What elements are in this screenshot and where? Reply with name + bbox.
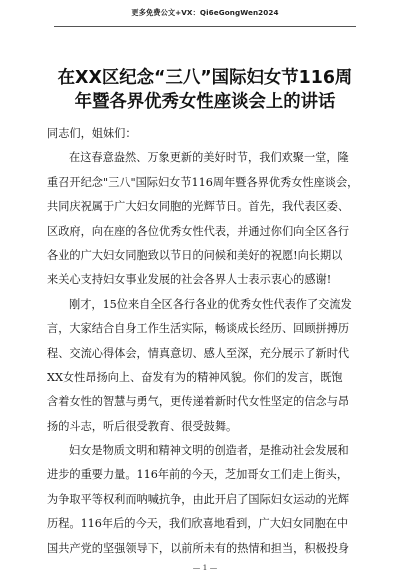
- header-divider: [54, 26, 356, 27]
- body-line: 程、交流心得体会，情真意切、感人至深，充分展示了新时代: [47, 346, 350, 360]
- body-line: 共同庆祝属于广大妇女同胞的光辉节日。首先，我代表区委、: [47, 200, 350, 214]
- body-line: 为争取平等权利而呐喊抗争，由此开启了国际妇女运动的光辉: [47, 492, 350, 506]
- body-line: 言，大家结合自身工作生活实际，畅谈成长经历、回顾拼搏历: [47, 322, 350, 336]
- title-line: 年暨各界优秀女性座谈会上的讲话: [74, 92, 336, 112]
- salutation: 同志们，姐妹们：: [47, 127, 137, 140]
- page-number: — 1 —: [192, 563, 218, 572]
- body-line: 含着女性的智慧与勇气，更传递着新时代女性坚定的信念与昂: [47, 395, 350, 409]
- body-line: 历程。116年后的今天，我们欣喜地看到，广大妇女同胞在中: [47, 517, 349, 531]
- body-line: 进步的重要力量。116年前的今天，芝加哥女工们走上街头，: [47, 468, 349, 482]
- body-line: 国共产党的坚强领导下，以前所未有的热情和担当，积极投身: [47, 541, 350, 555]
- header-note: 更多免费公文+VX：Qi6eGongWen2024: [131, 8, 279, 17]
- body-line: 重召开纪念"三八"国际妇女节116周年暨各界优秀女性座谈会，: [47, 175, 359, 189]
- body-line: 扬的斗志，听后很受教育、很受鼓舞。: [47, 419, 238, 433]
- body-line: 区政府，向在座的各位优秀女性代表，并通过你们向全区各行: [47, 224, 350, 238]
- body-line: 妇女是物质文明和精神文明的创造者，是推动社会发展和: [69, 444, 349, 458]
- document-body: [47, 122, 357, 561]
- body-line: 刚才，15位来自全区各行各业的优秀女性代表作了交流发: [69, 297, 352, 311]
- document-title: [30, 66, 380, 114]
- body-line: 在这春意盎然、万象更新的美好时节，我们欢聚一堂，隆: [69, 151, 349, 165]
- title-line: 在XX区纪念“三八”国际妇女节116周: [57, 68, 353, 88]
- body-line: XX女性昂扬向上、奋发有为的精神风貌。你们的发言，既饱: [47, 370, 343, 384]
- body-line: 各业的广大妇女同胞致以节日的问候和美好的祝愿!向长期以: [47, 248, 343, 262]
- body-line: 来关心支持妇女事业发展的社会各界人士表示衷心的感谢!: [47, 273, 332, 287]
